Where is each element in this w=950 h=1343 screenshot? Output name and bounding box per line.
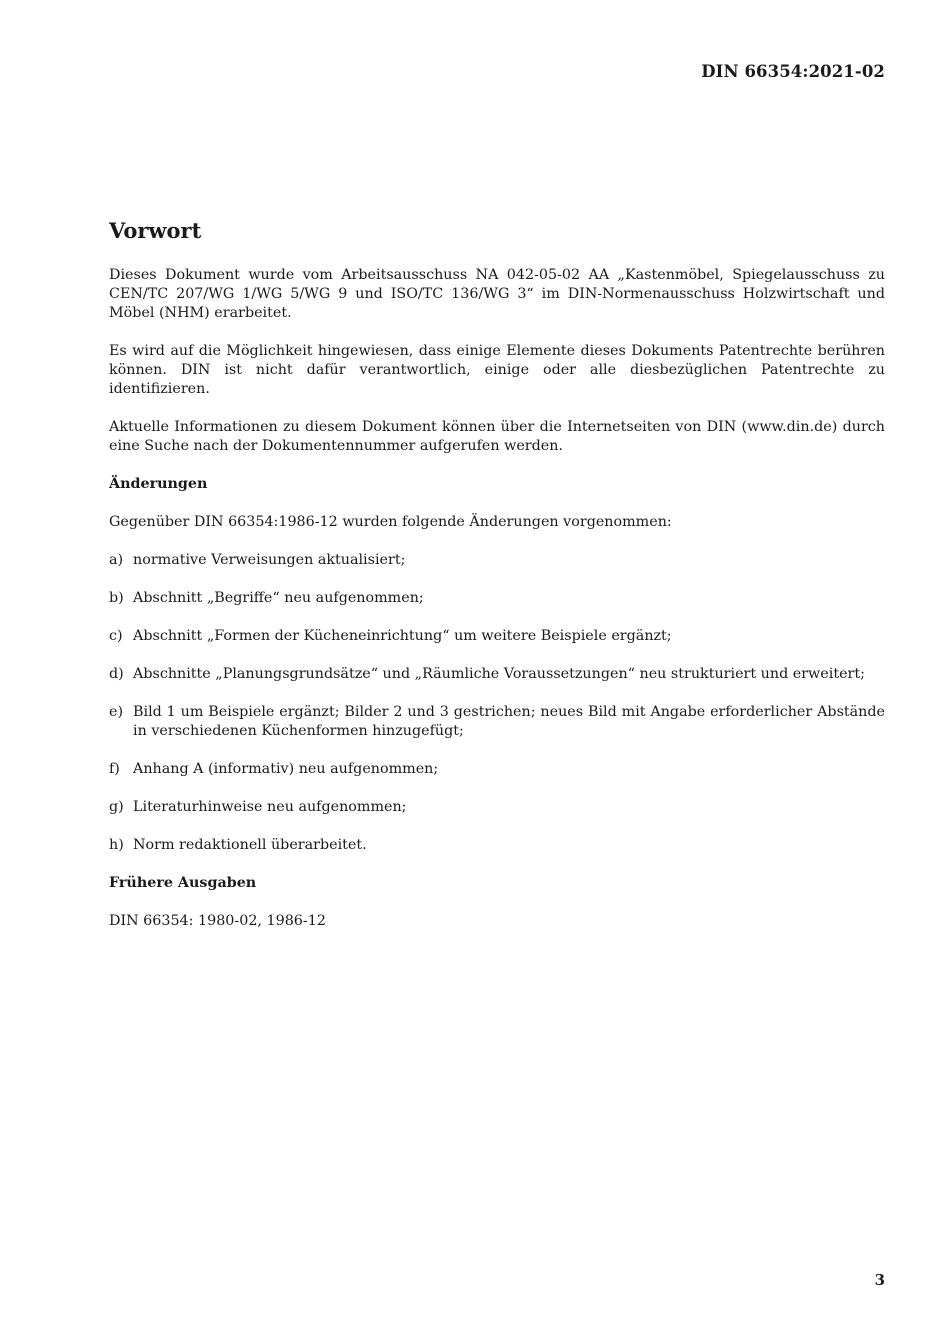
- paragraph-patent-notice: Es wird auf die Möglichkeit hingewiesen, dass einige Elemente dieses Dokuments Patentrechte berühren können. DIN ist nicht dafür verantwortlich, einige oder alle diesbezüglichen Patentrechte zu identifizieren.: [109, 343, 885, 397]
- list-item: [109, 665, 885, 684]
- list-item-text: normative Verweisungen aktualisiert;: [133, 552, 406, 568]
- list-marker: a): [109, 552, 124, 568]
- list-item-text: Anhang A (informativ) neu aufgenommen;: [133, 761, 439, 777]
- list-item: [109, 589, 885, 608]
- page-content: [109, 216, 885, 950]
- page-title: Vorwort: [109, 218, 202, 243]
- list-item-text: Abschnitt „Formen der Kücheneinrichtung“ um weitere Beispiele ergänzt;: [133, 628, 672, 644]
- list-item: [109, 760, 885, 779]
- paragraph-current-info: Aktuelle Informationen zu diesem Dokument können über die Internetseiten von DIN (www.din.de) durch eine Suche nach der Dokumentennummer aufgerufen werden.: [109, 419, 885, 454]
- changes-heading: Änderungen: [109, 476, 208, 492]
- earlier-editions-text: DIN 66354: 1980-02, 1986-12: [109, 913, 326, 929]
- changes-list: [109, 551, 885, 855]
- list-item-text: Literaturhinweise neu aufgenommen;: [133, 799, 407, 815]
- list-item: [109, 627, 885, 646]
- list-marker: f): [109, 761, 120, 777]
- list-marker: g): [109, 799, 124, 815]
- list-marker: b): [109, 590, 124, 606]
- page-number: 3: [874, 1271, 885, 1289]
- document-id: DIN 66354:2021-02: [701, 62, 885, 81]
- list-item-text: Norm redaktionell überarbeitet.: [133, 837, 367, 853]
- list-marker: e): [109, 704, 124, 720]
- list-marker: d): [109, 666, 124, 682]
- list-item-text: Abschnitte „Planungsgrundsätze“ und „Räumliche Voraussetzungen“ neu strukturiert und erweitert;: [133, 666, 865, 682]
- list-item: [109, 551, 885, 570]
- list-item: [109, 836, 885, 855]
- list-marker: c): [109, 628, 123, 644]
- changes-intro: Gegenüber DIN 66354:1986-12 wurden folgende Änderungen vorgenommen:: [109, 514, 672, 530]
- paragraph-committee: Dieses Dokument wurde vom Arbeitsausschuss NA 042-05-02 AA „Kastenmöbel, Spiegelausschuss zu CEN/TC 207/WG 1/WG 5/WG 9 und ISO/TC 136/WG 3“ im DIN-Normenausschuss Holzwirtschaft und Möbel (NHM) erarbeitet.: [109, 267, 885, 321]
- list-item: [109, 798, 885, 817]
- list-item-text: Bild 1 um Beispiele ergänzt; Bilder 2 und 3 gestrichen; neues Bild mit Angabe erforderlicher Abstände in verschiedenen Küchenformen hinzugefügt;: [133, 704, 885, 739]
- list-marker: h): [109, 837, 124, 853]
- earlier-editions-heading: Frühere Ausgaben: [109, 875, 257, 891]
- list-item-text: Abschnitt „Begriffe“ neu aufgenommen;: [133, 590, 424, 606]
- list-item: [109, 703, 885, 741]
